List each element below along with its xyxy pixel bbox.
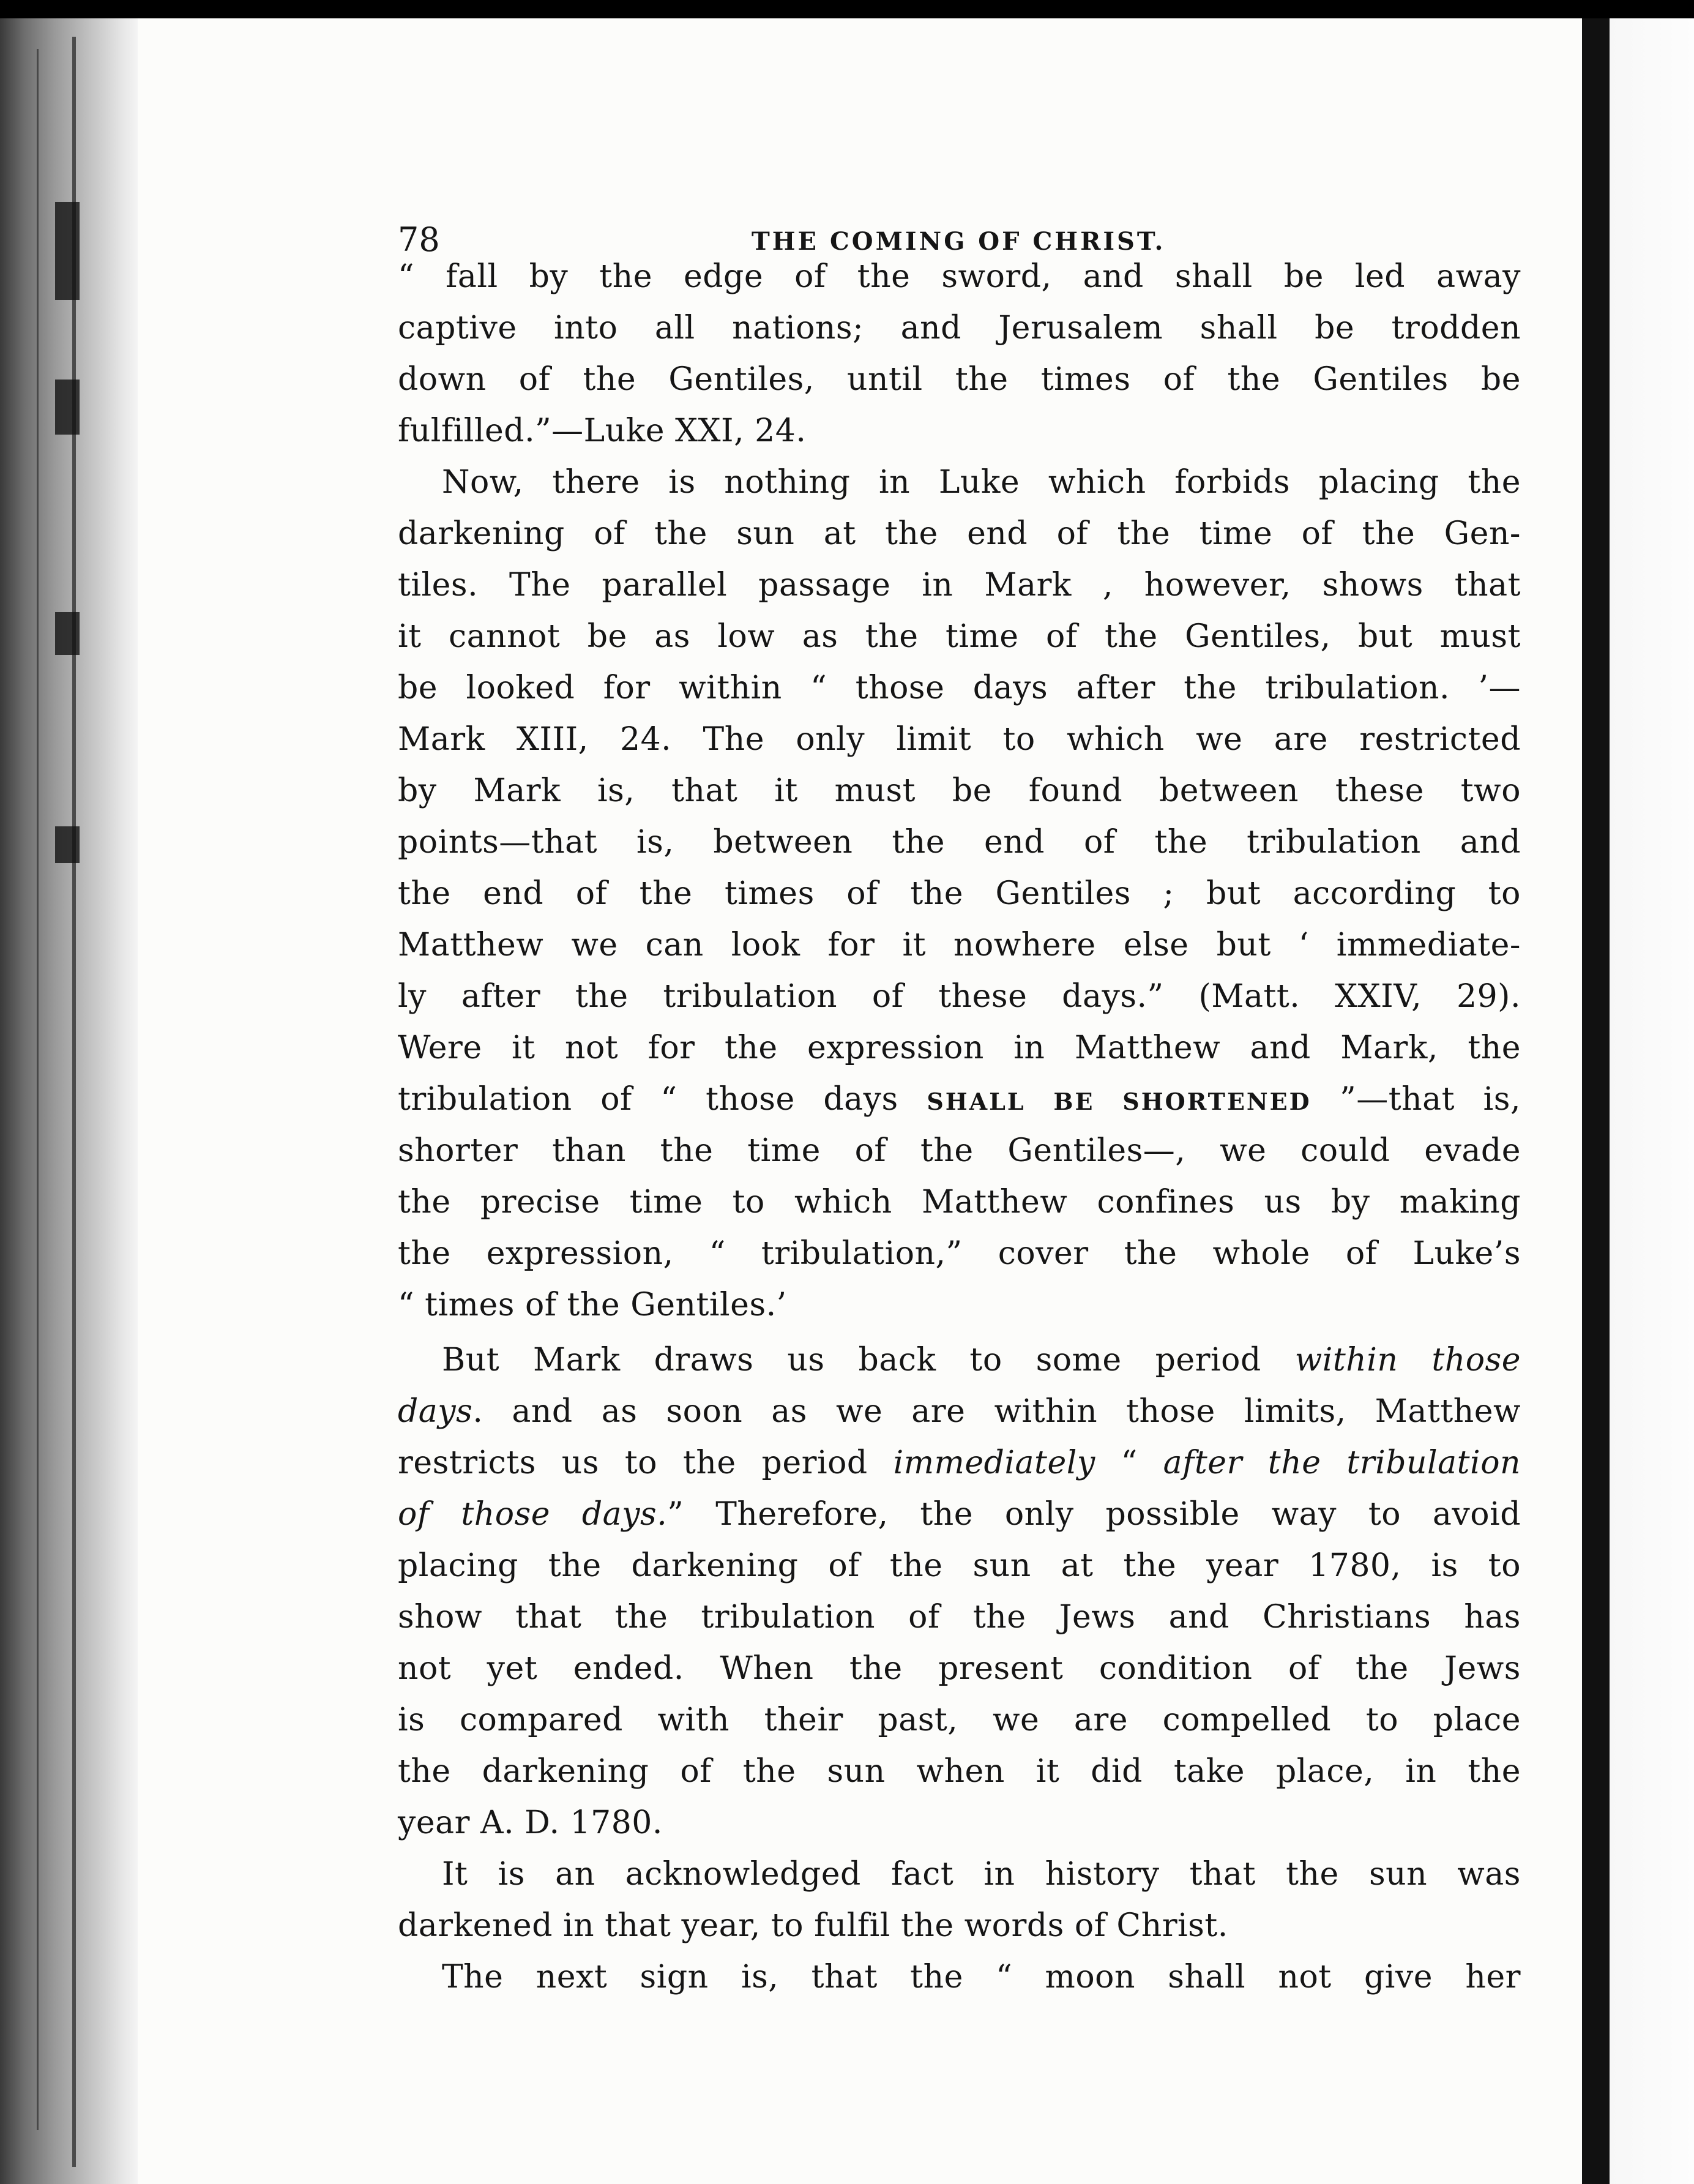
text-line: The next sign is, that the “ moon shall not give her <box>442 1959 1521 1995</box>
gutter-mark <box>55 202 80 300</box>
page-separator <box>1582 18 1610 2184</box>
text-line: Mark XIII, 24. The only limit to which we are restricted <box>398 721 1521 758</box>
next-page-edge <box>1610 18 1694 2184</box>
text-line: tribulation of “ those days SHALL BE SHORTENED ”—that is, <box>398 1081 1521 1118</box>
italic-text: within those <box>1294 1342 1521 1378</box>
text-line: Matthew we can look for it nowhere else but ‘ immediate- <box>398 927 1521 963</box>
text-line: by Mark is, that it must be found between these two <box>398 772 1521 809</box>
text-line: be looked for within “ those days after the tribulation. ’— <box>398 670 1521 706</box>
text-line: Now, there is nothing in Luke which forbids placing the <box>442 464 1521 501</box>
text-line: points—that is, between the end of the tribulation and <box>398 824 1521 861</box>
paragraph <box>398 1951 1521 2003</box>
text-line: it cannot be as low as the time of the Gentiles, but must <box>398 618 1521 655</box>
text-line: shorter than the time of the Gentiles—, we could evade <box>398 1132 1521 1169</box>
page-text <box>398 184 1521 2003</box>
gutter-mark <box>55 826 80 863</box>
running-head <box>398 184 1521 259</box>
text-line: ly after the tribulation of these days.” (Matt. XXIV, 29). <box>398 978 1521 1015</box>
text-line: days. and as soon as we are within those limits, Matthew <box>398 1393 1521 1430</box>
gutter-shadow-line <box>72 37 76 2167</box>
binding-gutter <box>0 18 138 2184</box>
paragraph <box>398 457 1521 1331</box>
text-line: show that the tribulation of the Jews and Christians has <box>398 1599 1521 1636</box>
italic-text: of those days. <box>398 1496 668 1533</box>
text-line: down of the Gentiles, until the times of the Gentiles be <box>398 361 1521 398</box>
text-line: of those days.” Therefore, the only possible way to avoid <box>398 1496 1521 1533</box>
gutter-edge-line <box>37 49 39 2130</box>
text-line: restricts us to the period immediately “ after the tribulation <box>398 1445 1521 1481</box>
text-line: is compared with their past, we are compelled to place <box>398 1702 1521 1738</box>
paragraph <box>398 1849 1521 1951</box>
text-line: tiles. The parallel passage in Mark , however, shows that <box>398 567 1521 604</box>
paragraph <box>398 251 1521 457</box>
text-line: “ fall by the edge of the sword, and shall be led away <box>398 258 1521 295</box>
text-line: the precise time to which Matthew confines us by making <box>398 1184 1521 1221</box>
text-line: It is an acknowledged fact in history that the sun was <box>442 1856 1521 1893</box>
text-line: the expression, “ tribulation,” cover the whole of Luke’s <box>398 1235 1521 1272</box>
gutter-mark <box>55 612 80 655</box>
text-line: placing the darkening of the sun at the year 1780, is to <box>398 1547 1521 1584</box>
body-text <box>398 251 1521 2003</box>
small-caps-text: SHALL BE SHORTENED <box>927 1088 1312 1115</box>
paragraph <box>398 1334 1521 1849</box>
text-line: the end of the times of the Gentiles ; but according to <box>398 875 1521 912</box>
scan-top-border <box>0 0 1694 18</box>
text-line: darkening of the sun at the end of the time of the Gen- <box>398 515 1521 552</box>
italic-text: immediately <box>893 1445 1095 1481</box>
text-line: But Mark draws us back to some period within those <box>442 1342 1521 1378</box>
text-line: not yet ended. When the present condition of the Jews <box>398 1650 1521 1687</box>
text-line: the darkening of the sun when it did take place, in the <box>398 1753 1521 1790</box>
page-number: 78 <box>398 220 440 259</box>
gutter-mark <box>55 380 80 435</box>
text-line: darkened in that year, to fulfil the words of Christ. <box>398 1907 1228 1944</box>
text-line: fulfilled.”—Luke XXI, 24. <box>398 413 807 449</box>
text-line: year A. D. 1780. <box>398 1804 663 1841</box>
text-line: Were it not for the expression in Matthew and Mark, the <box>398 1030 1521 1066</box>
italic-text: after the tribulation <box>1163 1445 1521 1481</box>
text-line: captive into all nations; and Jerusalem shall be trodden <box>398 310 1521 346</box>
text-line: “ times of the Gentiles.’ <box>398 1287 787 1323</box>
italic-text: days <box>398 1393 473 1430</box>
running-title: THE COMING OF CHRIST. <box>752 227 1166 256</box>
